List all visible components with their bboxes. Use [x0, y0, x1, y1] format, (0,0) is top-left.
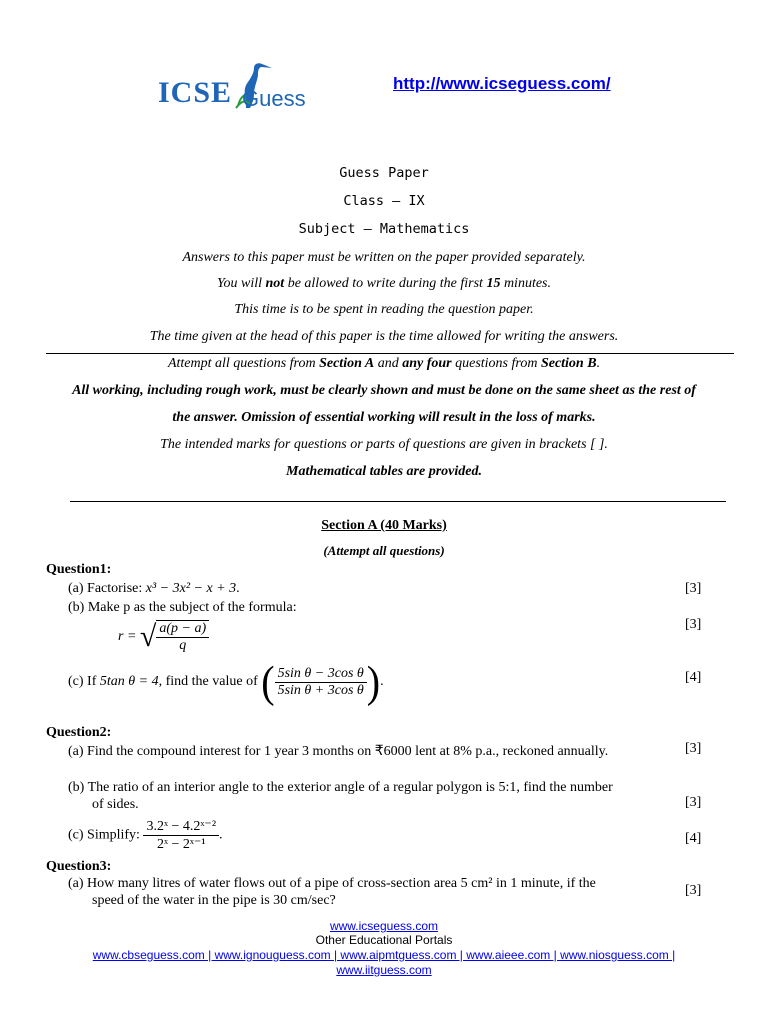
logo-text: ICSE: [158, 76, 233, 109]
formula-r: r = √ $\frac{a(p - a)}{q}$: [118, 620, 209, 654]
question-2a: (a) Find the compound interest for 1 year 3 months on ₹6000 lent at 8% p.a., reckoned annually.: [68, 744, 609, 759]
section-title: Section A (40 Marks): [321, 518, 447, 533]
instruction-4: The time given at the head of this paper is the time allowed for writing the answers.: [149, 329, 619, 344]
marks: [4]: [685, 831, 702, 846]
instruction-8: The intended marks for questions or parts of questions are given in brackets [ ].: [160, 437, 608, 452]
instruction-5: Attempt all questions from Section A and any four questions from Section B.: [167, 356, 601, 371]
paper-title: Guess Paper: [339, 165, 429, 181]
footer-portal-links[interactable]: www.cbseguess.com | www.ignouguess.com | www.aipmtguess.com | www.aieee.com | www.niosguess.com |: [92, 948, 676, 962]
question-1a: (a) Factorise: x³ − 3x² − x + 3.: [68, 581, 240, 596]
instruction-3: This time is to be spent in reading the question paper.: [234, 302, 534, 317]
question-2b: (b) The ratio of an interior angle to the exterior angle of a regular polygon is 5:1, find the number: [68, 780, 613, 795]
marks: [3]: [685, 581, 702, 596]
question-2b-cont: of sides.: [92, 797, 139, 812]
footer-iitguess-link[interactable]: www.iitguess.com: [336, 963, 432, 977]
question-1c: (c) If 5tan θ = 4, find the value of ( $\frac{\text{5sin θ − 3cos θ}}{\text{5sin θ + 3cos θ}}$ ).: [68, 656, 384, 707]
logo-subtext: Guess: [242, 86, 306, 111]
divider: [70, 501, 726, 502]
instruction-6: All working, including rough work, must be clearly shown and must be done on the same sheet as the rest of: [72, 383, 696, 398]
marks: [4]: [685, 670, 702, 685]
footer-site: [0, 919, 768, 933]
instruction-2: You will not be allowed to write during the first 15 minutes.: [217, 276, 551, 291]
footer-last: [0, 963, 768, 977]
divider: [46, 353, 734, 354]
footer-other: Other Educational Portals: [315, 933, 453, 947]
question-1b: (b) Make p as the subject of the formula:: [68, 600, 297, 615]
question-3a-cont: speed of the water in the pipe is 30 cm/sec?: [92, 893, 336, 908]
sqrt-icon: √: [139, 620, 157, 653]
question-3a: (a) How many litres of water flows out of a pipe of cross-section area 5 cm² in 1 minute, if the: [68, 876, 596, 891]
class-title: Class – IX: [343, 193, 425, 209]
question-2-heading: Question2:: [46, 725, 112, 740]
subject-title: Subject – Mathematics: [298, 221, 470, 237]
marks: [3]: [685, 741, 702, 756]
instruction-7: the answer. Omission of essential working will result in the loss of marks.: [172, 410, 596, 425]
marks: [3]: [685, 795, 702, 810]
instruction-1: Answers to this paper must be written on the paper provided separately.: [182, 250, 586, 265]
section-subtitle: (Attempt all questions): [323, 543, 445, 558]
instruction-9: Mathematical tables are provided.: [286, 464, 482, 479]
question-3-heading: Question3:: [46, 859, 112, 874]
marks: [3]: [685, 617, 702, 632]
question-1-heading: Question1:: [46, 562, 112, 577]
marks: [3]: [685, 883, 702, 898]
footer-links: [0, 948, 768, 962]
question-2c: (c) Simplify: $\frac{\text{3.2ˣ − 4.2ˣ⁻²}}{\text{2ˣ − 2ˣ⁻¹}}$ .: [68, 819, 223, 852]
site-url-link[interactable]: http://www.icseguess.com/: [393, 74, 611, 93]
footer-site-link[interactable]: www.icseguess.com: [329, 919, 439, 933]
